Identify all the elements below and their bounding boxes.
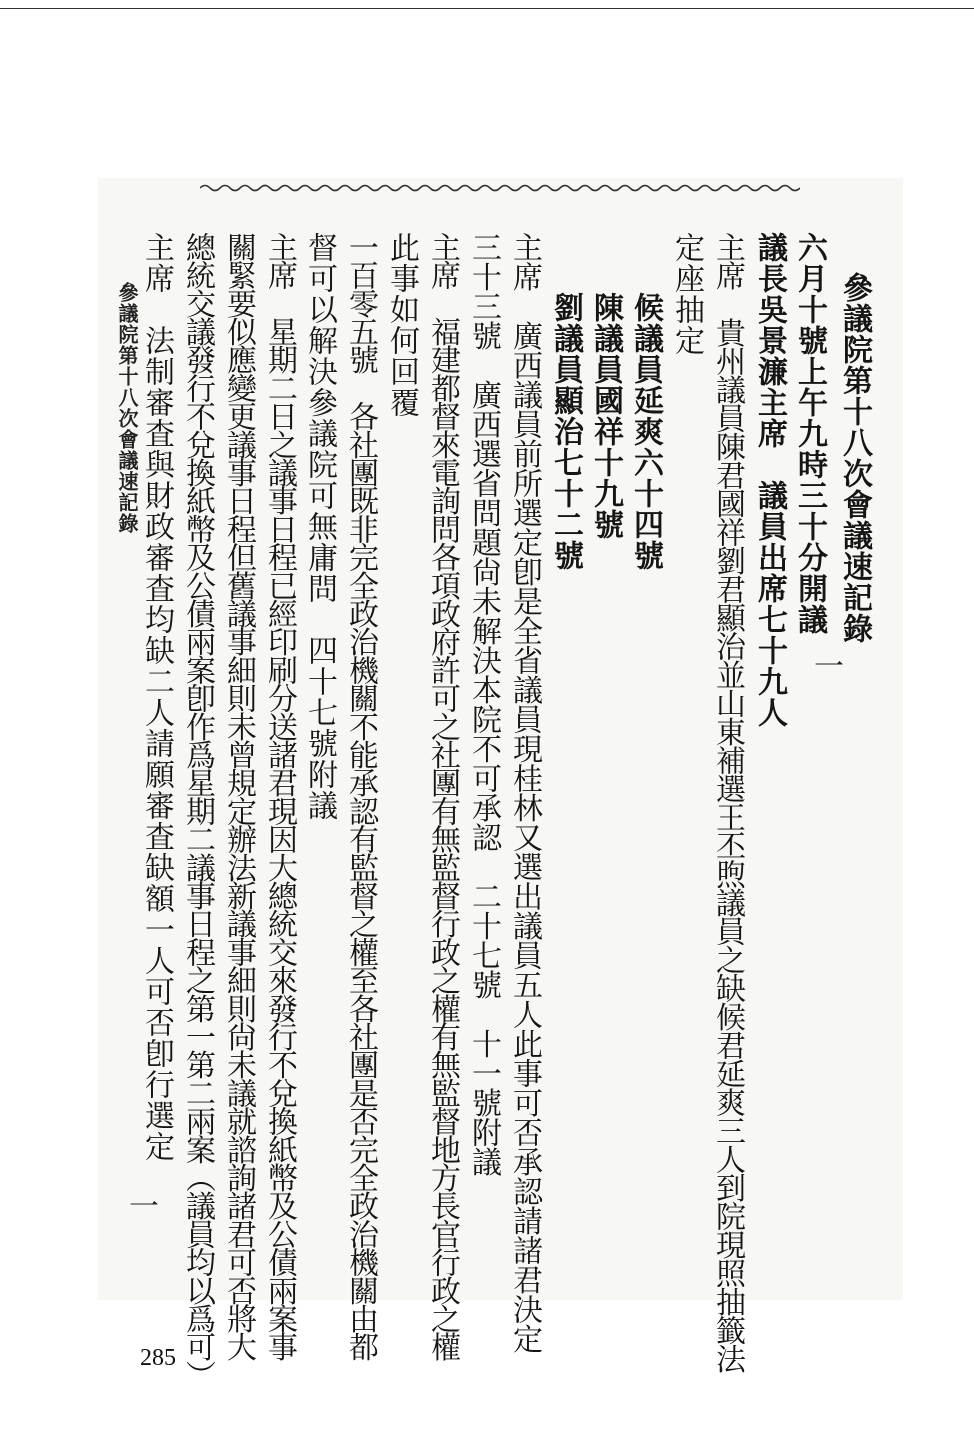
text-line: 一百零五號 各社團既非完全政治機關不能承認有監督之權至各社團是否完全政治機關由都 (343, 232, 378, 1361)
text-line: 主席 星期二日之議事日程已經印刷分送諸君現因大總統交來發行不兌換紙幣及公債兩案事 (262, 232, 297, 1361)
text-line: 總統交議發行不兌換紙幣及公債兩案卽作爲星期二議事日程之第一第二兩案（議員均以爲可） (180, 232, 215, 1389)
text-line: 主席 廣西議員前所選定卽是全省議員現桂林又選出議員五人此事可否承認請諸君決定 (507, 232, 542, 1353)
document-title: 參議院第十八次會議速記錄 (837, 272, 872, 644)
text-line: 主席 福建都督來電詢問各項政府許可之社團有無監督行政之權有無監督地方長官行政之權 (425, 232, 460, 1361)
page-number: 285 (140, 1345, 176, 1371)
folio-mark: 一 (123, 1190, 158, 1220)
text-line-chair: 議長吳景濂主席 議員出席七十九人 (752, 232, 787, 728)
folio-mark: 一 (808, 650, 843, 680)
running-header: 參議院第十八次會議速記錄 (115, 282, 139, 534)
text-line: 督可以解決參議院可無庸問 四十七號附議 (302, 232, 337, 821)
text-line: 此事如何回覆 (384, 232, 419, 418)
text-line: 主席 法制審査與財政審査均缺二人請願審査缺額一人可否卽行選定 (139, 232, 174, 1162)
text-line: 主席 貴州議員陳君國祥劉君顯治並山東補選王丕煦議員之缺候君延爽三人到院現照抽籤法 (710, 232, 745, 1372)
text-line: 定座抽定 (669, 232, 704, 356)
decorative-wavy-rule (200, 183, 800, 193)
text-line-seat-assignment: 候議員延爽六十四號 (628, 292, 663, 571)
text-line: 三十三號 廣西選省問題尙未解決本院不可承認 二十七號 十一號附議 (466, 232, 501, 1176)
text-line-seat-assignment: 陳議員國祥十九號 (588, 292, 623, 540)
top-rule (0, 8, 974, 9)
text-line-seat-assignment: 劉議員顯治七十二號 (548, 292, 583, 571)
text-line-session-time: 六月十號上午九時三十分開議 (792, 232, 827, 635)
text-line: 關緊要似應變更議事日程但舊議事細則未曾規定辦法新議事細則尙未議就諮詢諸君可否將大 (221, 232, 256, 1361)
